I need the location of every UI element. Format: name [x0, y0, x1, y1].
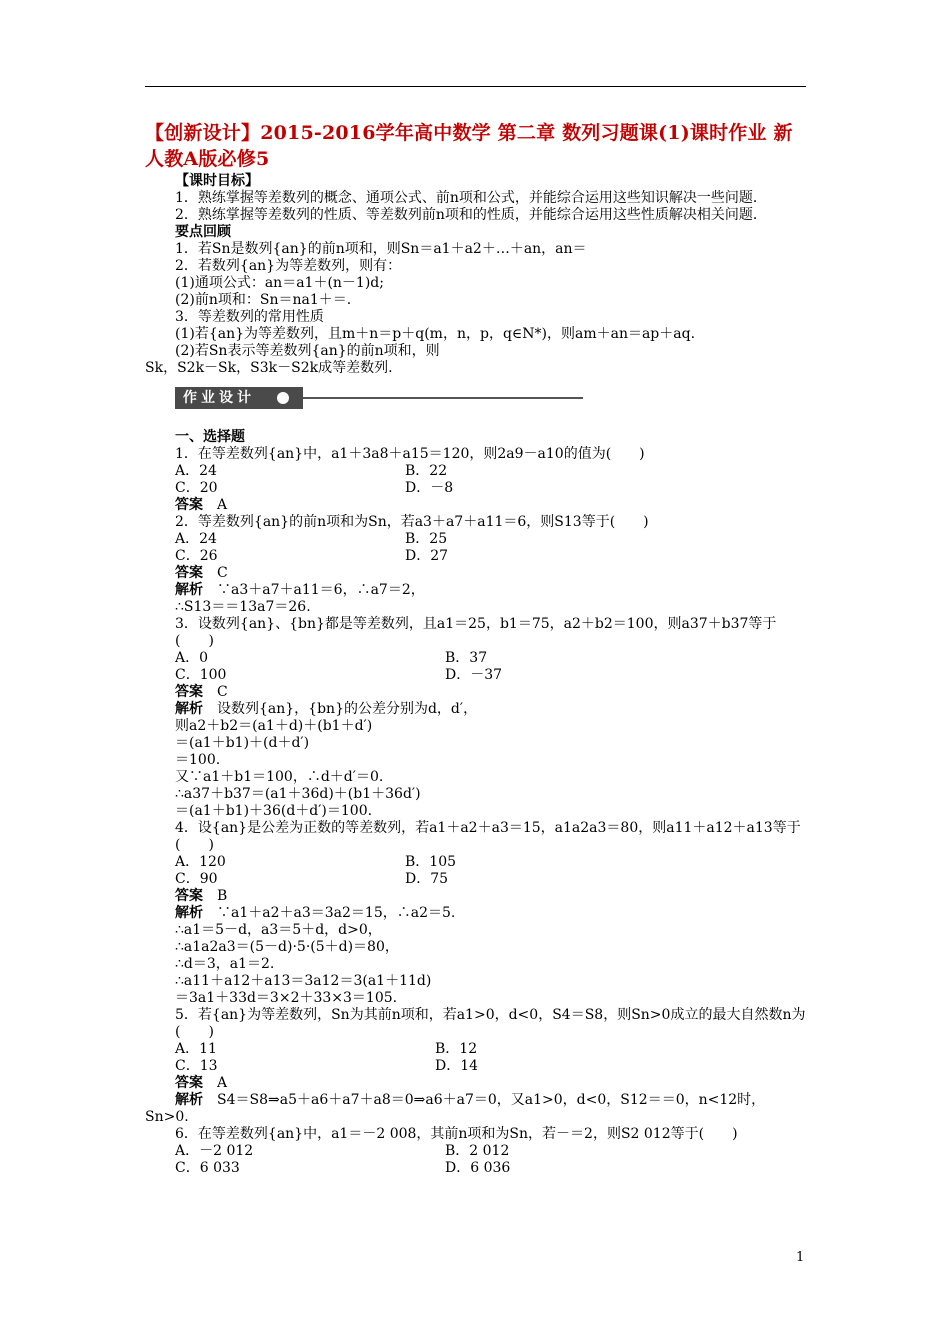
solution-line: Sn>0. [145, 1109, 189, 1125]
answer-line [145, 684, 806, 701]
document-title: 【创新设计】2015-2016学年高中数学 第二章 数列习题课(1)课时作业 新人教A版必修5 [145, 122, 793, 170]
solution-line: ∴a1＝5－d，a3＝5＋d，d>0， [175, 922, 382, 938]
options-row [145, 650, 806, 667]
goals-heading: 【课时目标】 [175, 173, 259, 189]
answer-label: 答案 [175, 1075, 203, 1091]
solution-line [145, 582, 806, 599]
page-number: 1 [796, 1250, 805, 1265]
solution-line: ＝3a1＋33d＝3×2＋33×3＝105. [175, 990, 398, 1006]
solution-line: ∴a1a2a3＝(5－d)·5·(5＋d)＝80， [175, 939, 399, 955]
option: B．2 012 [445, 1143, 510, 1159]
solution-line [145, 905, 806, 922]
option: A．0 [175, 650, 209, 666]
review-line: 3．等差数列的常用性质 [175, 309, 324, 325]
answer-label: 答案 [175, 888, 203, 904]
answer-line [145, 497, 806, 514]
solution-line [145, 1092, 806, 1109]
goal-item: 2．熟练掌握等差数列的性质、等差数列前n项和的性质，并能综合运用这些性质解决相关问题． [175, 207, 767, 223]
review-line: (1)通项公式：an＝a1＋(n－1)d; [175, 275, 384, 291]
options-row [145, 1041, 806, 1058]
review-heading: 要点回顾 [175, 224, 231, 240]
solution-label: 解析 [175, 1092, 203, 1108]
document-body [145, 173, 806, 1177]
options-row [145, 531, 806, 548]
answer-line [145, 888, 806, 905]
solution-label: 解析 [175, 582, 203, 598]
banner-label: 作业设计 [175, 387, 303, 409]
answer-label: 答案 [175, 497, 203, 513]
option: B．12 [435, 1041, 478, 1057]
answer-line [145, 565, 806, 582]
banner-dot-icon [277, 392, 289, 404]
review-line: 1．若Sn是数列{an}的前n项和，则Sn＝a1＋a2＋…＋an，an＝ [175, 241, 587, 257]
option: A．－2 012 [175, 1143, 254, 1159]
review-line: Sk，S2k－Sk，S3k－S2k成等差数列. [145, 360, 393, 376]
options-row [145, 871, 806, 888]
question-stem: 5．若{an}为等差数列，Sn为其前n项和，若a1>0，d<0，S4＝S8，则Sn>0成立的最大自然数n为( ) [175, 1007, 806, 1040]
banner-rule [303, 397, 583, 399]
answer-value: C [217, 684, 228, 700]
option: B．25 [405, 531, 448, 547]
option: A．24 [175, 463, 217, 479]
solution-line: ＝(a1＋b1)＋(d＋d′) [175, 735, 310, 751]
option: D．14 [435, 1058, 479, 1074]
options-row [145, 463, 806, 480]
question-stem: 6．在等差数列{an}中，a1＝－2 008，其前n项和为Sn，若－＝2，则S2 012等于( ) [175, 1126, 738, 1142]
options-row [145, 1160, 806, 1177]
option: C．20 [175, 480, 218, 496]
option: B．37 [445, 650, 488, 666]
solution-text: ∵a3＋a7＋a11＝6，∴a7＝2， [217, 582, 425, 598]
question-stem: 3．设数列{an}、{bn}都是等差数列，且a1＝25，b1＝75，a2＋b2＝100，则a37＋b37等于( ) [175, 616, 777, 649]
answer-label: 答案 [175, 684, 203, 700]
review-line: (2)若Sn表示等差数列{an}的前n项和，则 [175, 343, 440, 359]
solution-label: 解析 [175, 905, 203, 921]
option: A．11 [175, 1041, 217, 1057]
solution-line: ∴a11＋a12＋a13＝3a12＝3(a1＋11d) [175, 973, 432, 989]
answer-label: 答案 [175, 565, 203, 581]
options-row [145, 548, 806, 565]
homework-banner [175, 387, 806, 411]
section-heading: 一、选择题 [175, 429, 245, 445]
options-row [145, 667, 806, 684]
review-line: 2．若数列{an}为等差数列，则有： [175, 258, 402, 274]
solution-text: ∵a1＋a2＋a3＝3a2＝15，∴a2＝5. [217, 905, 456, 921]
options-row [145, 854, 806, 871]
option: C．90 [175, 871, 218, 887]
solution-line [145, 701, 806, 718]
answer-line [145, 1075, 806, 1092]
solution-line: ∴d＝3，a1＝2. [175, 956, 275, 972]
option: D．6 036 [445, 1160, 511, 1176]
option: D．75 [405, 871, 449, 887]
option: D．－37 [445, 667, 503, 683]
solution-line: 则a2＋b2＝(a1＋d)＋(b1＋d′) [175, 718, 373, 734]
option: C．6 033 [175, 1160, 240, 1176]
option: D．27 [405, 548, 449, 564]
solution-line: ＝100. [175, 752, 221, 768]
options-row [145, 1143, 806, 1160]
review-line: (2)前n项和：Sn＝na1＋＝. [175, 292, 352, 308]
option: D．－8 [405, 480, 454, 496]
question-stem: 1．在等差数列{an}中，a1＋3a8＋a15＝120，则2a9－a10的值为( ) [175, 446, 645, 462]
options-row [145, 480, 806, 497]
question-stem: 2．等差数列{an}的前n项和为Sn，若a3＋a7＋a11＝6，则S13等于( ) [175, 514, 649, 530]
option: C．100 [175, 667, 227, 683]
answer-value: A [217, 1075, 228, 1091]
goal-item: 1．熟练掌握等差数列的概念、通项公式、前n项和公式，并能综合运用这些知识解决一些问题． [175, 190, 767, 206]
question-stem: 4．设{an}是公差为正数的等差数列，若a1＋a2＋a3＝15，a1a2a3＝80，则a11＋a12＋a13等于( ) [175, 820, 801, 853]
option: B．22 [405, 463, 448, 479]
option: A．24 [175, 531, 217, 547]
solution-line: 又∵a1＋b1＝100，∴d＋d′＝0. [175, 769, 384, 785]
answer-value: A [217, 497, 228, 513]
solution-line: ＝(a1＋b1)＋36(d＋d′)＝100. [175, 803, 373, 819]
solution-text: S4＝S8⇒a5＋a6＋a7＋a8＝0⇒a6＋a7＝0，又a1>0，d<0，S12＝＝0，n<12时， [217, 1092, 766, 1108]
answer-value: B [217, 888, 228, 904]
option: B．105 [405, 854, 457, 870]
solution-text: 设数列{an}，{bn}的公差分别为d，d′， [217, 701, 478, 717]
solution-line: ∴S13＝＝13a7＝26. [175, 599, 311, 615]
header-rule [145, 86, 806, 87]
option: C．13 [175, 1058, 218, 1074]
option: C．26 [175, 548, 218, 564]
solution-line: ∴a37＋b37＝(a1＋36d)＋(b1＋36d′) [175, 786, 421, 802]
solution-label: 解析 [175, 701, 203, 717]
review-line: (1)若{an}为等差数列，且m＋n＝p＋q(m，n，p，q∈N*)，则am＋an＝ap＋aq. [175, 326, 696, 342]
option: A．120 [175, 854, 226, 870]
options-row [145, 1058, 806, 1075]
answer-value: C [217, 565, 228, 581]
